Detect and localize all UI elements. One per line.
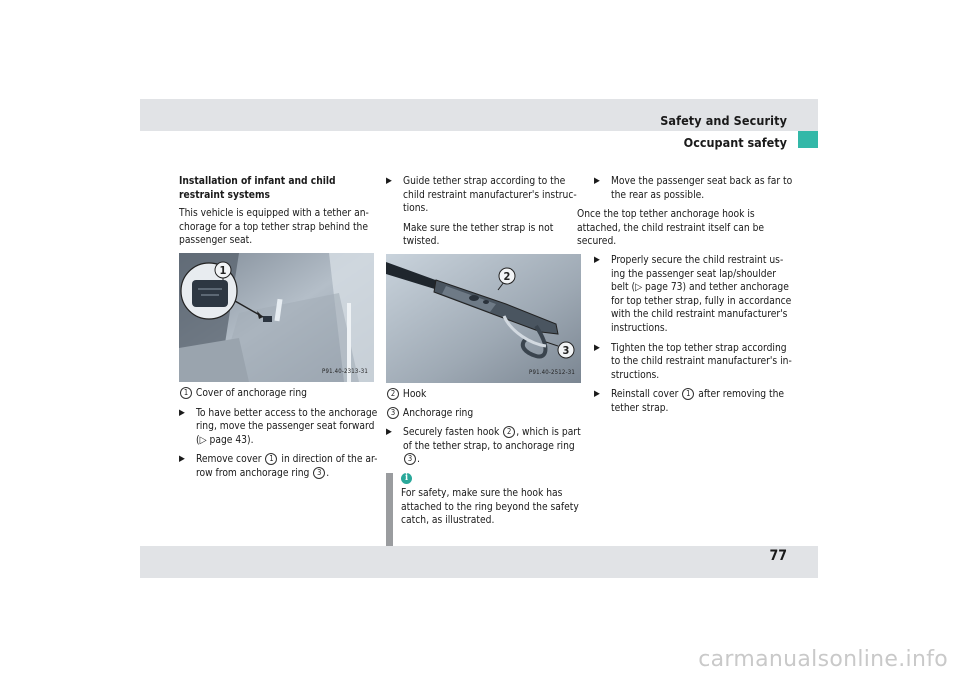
step-text: Remove cover bbox=[196, 454, 262, 466]
step-arrow-icon: ▶ bbox=[594, 342, 600, 353]
figure-code: P91.40-2512-31 bbox=[528, 369, 575, 377]
step-text: Properly secure the child restraint us-ing the passenger seat lap/shoulder belt (▷ page 73) and tether anchorage for top tether strap, fully in accordance with the child restraint manufacturer's instructions. bbox=[611, 254, 792, 334]
legend-text: Anchorage ring bbox=[402, 407, 474, 419]
legend-item-3 bbox=[386, 407, 581, 421]
note-bar bbox=[386, 473, 393, 551]
step-text: Move the passenger seat back as far to the rear as possible. bbox=[611, 176, 793, 201]
instruction-step bbox=[594, 388, 794, 415]
figure-callout-1: 1 bbox=[219, 263, 227, 277]
anchorage-cover-illustration bbox=[179, 253, 374, 382]
instruction-step bbox=[386, 175, 581, 216]
step-text: . bbox=[417, 454, 420, 466]
instruction-step bbox=[594, 342, 794, 383]
legend-item-2 bbox=[386, 388, 581, 402]
step-arrow-icon: ▶ bbox=[386, 427, 392, 438]
callout-number: 2 bbox=[387, 388, 399, 400]
figure-callout-2: 2 bbox=[503, 269, 511, 283]
instruction-step bbox=[386, 426, 581, 467]
legend-item-1 bbox=[179, 387, 379, 401]
step-arrow-icon: ▶ bbox=[179, 454, 185, 465]
page-section-title: Safety and Security bbox=[660, 113, 787, 128]
step-arrow-icon: ▶ bbox=[594, 176, 600, 186]
section-accent-marker bbox=[798, 131, 818, 148]
instruction-step bbox=[594, 175, 794, 202]
callout-number: 1 bbox=[180, 387, 192, 399]
figure-tether-hook bbox=[386, 254, 581, 383]
step-text: , which is part of the tether strap, to anchorage ring bbox=[403, 427, 581, 452]
step-arrow-icon: ▶ bbox=[594, 389, 600, 400]
step-note: Make sure the tether strap is not twisted. bbox=[403, 222, 554, 248]
step-text: Guide tether strap according to the child restraint manufacturer's instruc-tions. bbox=[403, 176, 577, 215]
page-subsection-title: Occupant safety bbox=[683, 135, 787, 150]
tether-hook-illustration bbox=[386, 254, 581, 383]
info-icon: i bbox=[401, 473, 412, 484]
callout-number: 2 bbox=[503, 426, 515, 438]
callout-number: 3 bbox=[313, 467, 325, 479]
step-arrow-icon: ▶ bbox=[594, 254, 600, 265]
legend-text: Cover of anchorage ring bbox=[195, 387, 307, 399]
step-arrow-icon: ▶ bbox=[386, 176, 392, 186]
callout-number: 3 bbox=[387, 407, 399, 419]
column-2 bbox=[386, 175, 581, 528]
column-1 bbox=[179, 175, 379, 487]
step-text: after removing the tether strap. bbox=[611, 389, 785, 414]
figure-code: P91.40-2313-31 bbox=[321, 368, 368, 376]
safety-note bbox=[386, 473, 581, 528]
page-number: 77 bbox=[769, 548, 787, 564]
figure-anchorage-cover bbox=[179, 253, 374, 382]
callout-number: 1 bbox=[682, 388, 694, 400]
instruction-step bbox=[179, 407, 379, 448]
instruction-step bbox=[179, 453, 379, 480]
step-arrow-icon: ▶ bbox=[179, 407, 185, 418]
footer-band bbox=[140, 546, 818, 578]
figure-callout-3: 3 bbox=[562, 343, 570, 357]
section-heading: Installation of infant and child restraint systems bbox=[179, 176, 336, 201]
step-text: To have better access to the anchorage ring, move the passenger seat forward (▷ page 43). bbox=[196, 407, 378, 446]
watermark: carmanualsonline.info bbox=[698, 647, 948, 672]
paragraph: Once the top tether anchorage hook is attached, the child restraint itself can be secured. bbox=[577, 209, 765, 248]
callout-number: 1 bbox=[265, 453, 277, 465]
instruction-step bbox=[594, 254, 794, 336]
column-3 bbox=[577, 175, 794, 422]
step-text: Securely fasten hook bbox=[403, 427, 500, 439]
step-text: Reinstall cover bbox=[611, 389, 679, 401]
step-text: Tighten the top tether strap according to the child restraint manufacturer's in-structions. bbox=[611, 342, 792, 381]
intro-paragraph: This vehicle is equipped with a tether an-chorage for a top tether strap behind the passenger seat. bbox=[179, 208, 369, 247]
legend-text: Hook bbox=[402, 388, 427, 400]
step-text: . bbox=[326, 467, 330, 479]
note-text: For safety, make sure the hook has attached to the ring beyond the safety catch, as illustrated. bbox=[401, 487, 579, 527]
step-text: in direction of the ar-row from anchorage ring bbox=[196, 454, 378, 479]
callout-number: 3 bbox=[404, 453, 416, 465]
